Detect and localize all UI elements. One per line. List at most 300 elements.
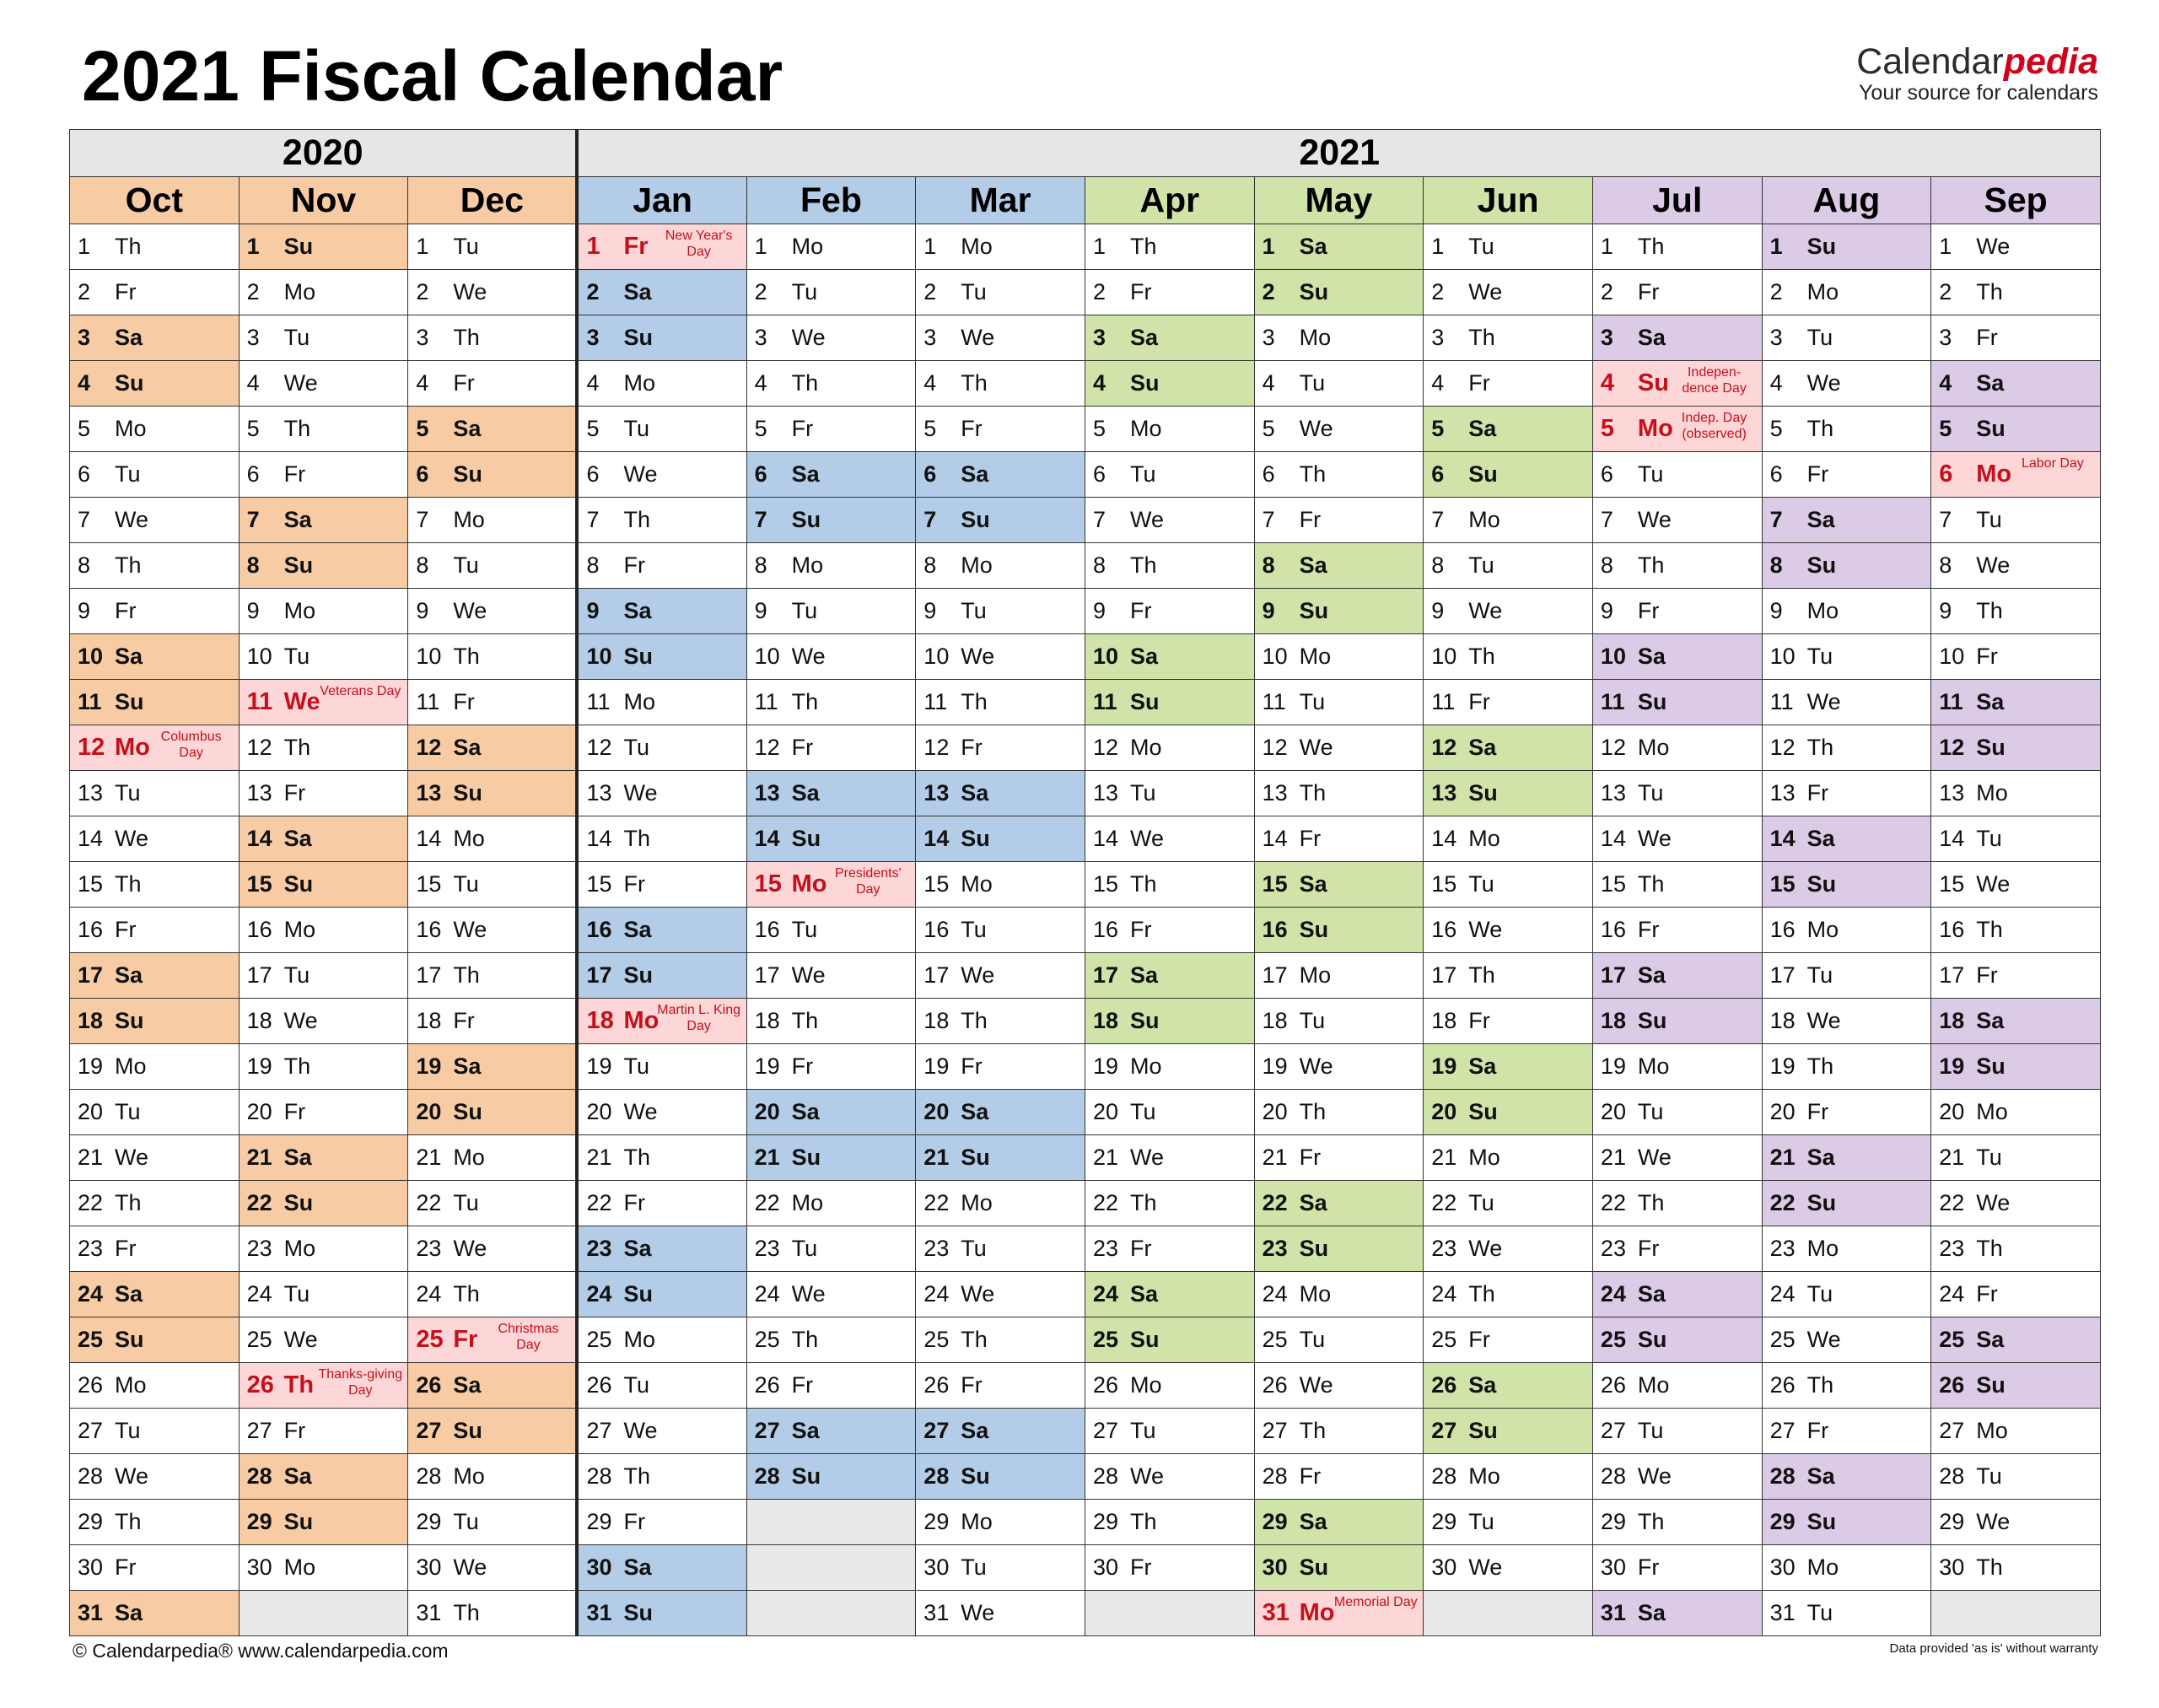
table-row xyxy=(70,361,2101,407)
day-cell-feb-26 xyxy=(746,1363,916,1409)
holiday-name: Indep. Day (observed) xyxy=(1681,411,1747,441)
weekday-abbr: Fr xyxy=(1129,917,1152,942)
day-number: 26 xyxy=(1769,1372,1796,1398)
day-cell-mar-15 xyxy=(916,862,1085,908)
day-number: 10 xyxy=(1600,644,1626,669)
weekday-abbr: Fr xyxy=(1806,1418,1829,1443)
day-cell-jan-8 xyxy=(577,543,746,589)
table-row xyxy=(70,680,2101,725)
day-number: 21 xyxy=(754,1145,780,1170)
weekday-abbr: Th xyxy=(961,689,988,714)
weekday-abbr: Mo xyxy=(453,826,485,851)
footer-copyright: © Calendarpedia® www.calendarpedia.com xyxy=(73,1640,449,1662)
weekday-abbr: Tu xyxy=(1806,1281,1833,1307)
weekday-abbr: Tu xyxy=(1976,1145,2002,1170)
weekday-abbr: Tu xyxy=(1976,826,2002,851)
weekday-abbr: Sa xyxy=(1468,416,1497,441)
day-number: 11 xyxy=(1769,689,1794,714)
day-number: 24 xyxy=(754,1281,780,1307)
day-cell-nov-11 xyxy=(239,680,408,725)
day-cell-sep-28 xyxy=(1931,1454,2101,1500)
day-cell-may-30 xyxy=(1254,1545,1424,1591)
day-cell-sep-10 xyxy=(1931,634,2101,680)
day-cell-nov-4 xyxy=(239,361,408,407)
day-number: 28 xyxy=(1939,1463,1965,1489)
day-number: 26 xyxy=(1939,1372,1965,1398)
day-cell-mar-8 xyxy=(916,543,1085,589)
weekday-abbr: Sa xyxy=(115,644,143,669)
table-row xyxy=(70,999,2101,1044)
day-number: 3 xyxy=(1262,325,1275,350)
day-cell-mar-1 xyxy=(916,224,1085,270)
weekday-abbr: Th xyxy=(453,644,480,669)
weekday-abbr: Th xyxy=(791,370,819,396)
day-cell-apr-1 xyxy=(1085,224,1254,270)
day-number: 5 xyxy=(923,416,937,441)
day-number: 17 xyxy=(586,962,612,988)
day-cell-mar-5 xyxy=(916,407,1085,452)
day-cell-dec-15 xyxy=(408,862,578,908)
day-number: 3 xyxy=(78,325,91,350)
day-cell-jan-23 xyxy=(577,1226,746,1272)
day-cell-oct-20 xyxy=(70,1090,240,1135)
day-cell-dec-26 xyxy=(408,1363,578,1409)
day-number: 28 xyxy=(246,1463,272,1489)
day-cell-mar-31 xyxy=(916,1591,1085,1636)
weekday-abbr: Fr xyxy=(115,598,137,623)
day-cell-mar-21 xyxy=(916,1135,1085,1181)
weekday-abbr: Sa xyxy=(1806,507,1835,532)
table-row xyxy=(70,816,2101,862)
weekday-abbr: We xyxy=(115,1145,149,1170)
day-cell-oct-24 xyxy=(70,1272,240,1317)
day-number: 5 xyxy=(586,416,600,441)
weekday-abbr: Sa xyxy=(1299,552,1327,578)
weekday-abbr: Su xyxy=(1637,369,1669,396)
weekday-abbr: Tu xyxy=(791,279,818,304)
weekday-abbr: Tu xyxy=(1468,234,1494,259)
day-number: 16 xyxy=(416,917,442,942)
day-number: 23 xyxy=(754,1236,780,1261)
weekday-abbr: We xyxy=(791,644,826,669)
table-row xyxy=(70,270,2101,315)
weekday-abbr: Mo xyxy=(1129,735,1162,760)
weekday-abbr: Sa xyxy=(115,1281,143,1307)
day-number: 18 xyxy=(586,1007,614,1034)
day-number: 17 xyxy=(1600,962,1626,988)
weekday-abbr: We xyxy=(1468,1236,1503,1261)
weekday-abbr: Tu xyxy=(453,552,479,578)
day-number: 12 xyxy=(754,735,780,760)
weekday-abbr: Fr xyxy=(1129,598,1152,623)
day-cell-nov-3 xyxy=(239,315,408,361)
day-cell-aug-5 xyxy=(1762,407,1931,452)
day-number: 12 xyxy=(923,735,950,760)
month-header-nov: Nov xyxy=(239,177,408,224)
weekday-abbr: Sa xyxy=(453,735,482,760)
day-cell-jul-7 xyxy=(1592,498,1762,543)
day-number: 24 xyxy=(1600,1281,1626,1307)
day-number: 10 xyxy=(1939,644,1965,669)
weekday-abbr: Th xyxy=(1129,1509,1157,1534)
day-number: 22 xyxy=(1600,1190,1626,1215)
weekday-abbr: Sa xyxy=(961,780,989,806)
weekday-abbr: Su xyxy=(1806,552,1837,578)
day-cell-jun-23 xyxy=(1424,1226,1593,1272)
day-number: 3 xyxy=(1431,325,1445,350)
table-row xyxy=(70,1409,2101,1454)
weekday-abbr: Su xyxy=(791,507,821,532)
weekday-abbr: Sa xyxy=(1976,1008,2005,1033)
weekday-abbr: Fr xyxy=(1637,598,1660,623)
weekday-abbr: Su xyxy=(283,1509,314,1534)
day-number: 23 xyxy=(1600,1236,1626,1261)
day-number: 30 xyxy=(923,1554,950,1580)
weekday-abbr: Sa xyxy=(1129,1281,1158,1307)
weekday-abbr: Fr xyxy=(791,1372,814,1398)
day-cell-aug-18 xyxy=(1762,999,1931,1044)
weekday-abbr: Su xyxy=(623,325,653,350)
day-number: 5 xyxy=(416,416,429,441)
day-number: 23 xyxy=(246,1236,272,1261)
weekday-abbr: Fr xyxy=(623,871,645,897)
weekday-abbr: Tu xyxy=(453,871,479,897)
day-cell-dec-25 xyxy=(408,1317,578,1363)
year-header-2021: 2021 xyxy=(577,130,2100,177)
weekday-abbr: Sa xyxy=(283,507,312,532)
day-cell-feb-19 xyxy=(746,1044,916,1090)
day-number: 1 xyxy=(586,233,600,260)
day-number: 4 xyxy=(1769,370,1783,396)
day-number: 10 xyxy=(586,644,612,669)
day-cell-jul-25 xyxy=(1592,1317,1762,1363)
day-cell-mar-11 xyxy=(916,680,1085,725)
day-cell-nov-28 xyxy=(239,1454,408,1500)
weekday-abbr: Mo xyxy=(1806,598,1839,623)
day-number: 29 xyxy=(1769,1509,1796,1534)
day-number: 5 xyxy=(1939,416,1952,441)
weekday-abbr: Tu xyxy=(1468,1190,1494,1215)
day-cell-nov-10 xyxy=(239,634,408,680)
day-cell-aug-1 xyxy=(1762,224,1931,270)
weekday-abbr: Mo xyxy=(1299,644,1332,669)
weekday-abbr: We xyxy=(115,826,149,851)
weekday-abbr: Su xyxy=(1468,1099,1498,1124)
day-cell-jan-2 xyxy=(577,270,746,315)
day-number: 29 xyxy=(923,1509,950,1534)
weekday-abbr: Fr xyxy=(453,1008,475,1033)
day-number: 10 xyxy=(246,644,272,669)
day-cell-sep-5 xyxy=(1931,407,2101,452)
day-number: 22 xyxy=(1939,1190,1965,1215)
weekday-abbr: Sa xyxy=(453,1372,482,1398)
day-cell-dec-23 xyxy=(408,1226,578,1272)
day-number: 29 xyxy=(586,1509,612,1534)
weekday-abbr: Mo xyxy=(1806,1554,1839,1580)
day-number: 30 xyxy=(1431,1554,1457,1580)
day-cell-nov-7 xyxy=(239,498,408,543)
day-number: 20 xyxy=(246,1099,272,1124)
weekday-abbr: Th xyxy=(1129,552,1157,578)
day-cell-aug-12 xyxy=(1762,725,1931,771)
day-number: 16 xyxy=(586,917,612,942)
weekday-abbr: Th xyxy=(1468,1281,1495,1307)
day-cell-aug-7 xyxy=(1762,498,1931,543)
weekday-abbr: We xyxy=(283,370,318,396)
day-number: 3 xyxy=(1092,325,1106,350)
logo-brand-main: Calendar xyxy=(1856,41,2004,82)
day-number: 8 xyxy=(586,552,600,578)
weekday-abbr: We xyxy=(1976,1190,2011,1215)
weekday-abbr: Th xyxy=(961,1008,988,1033)
weekday-abbr: Sa xyxy=(453,416,482,441)
day-number: 29 xyxy=(1262,1509,1288,1534)
day-cell-feb-13 xyxy=(746,771,916,816)
weekday-abbr: Mo xyxy=(283,1236,316,1261)
weekday-abbr: Mo xyxy=(1976,1099,2008,1124)
weekday-abbr: Su xyxy=(115,689,144,714)
day-cell-apr-16 xyxy=(1085,908,1254,953)
day-cell-nov-12 xyxy=(239,725,408,771)
weekday-abbr: Fr xyxy=(115,917,137,942)
day-number: 13 xyxy=(1431,780,1457,806)
day-number: 14 xyxy=(1939,826,1965,851)
day-cell-dec-9 xyxy=(408,589,578,634)
day-number: 7 xyxy=(754,507,767,532)
day-number: 5 xyxy=(1431,416,1445,441)
weekday-abbr: We xyxy=(1976,234,2011,259)
day-number: 12 xyxy=(1939,735,1965,760)
day-cell-may-28 xyxy=(1254,1454,1424,1500)
weekday-abbr: Th xyxy=(1806,1053,1834,1079)
day-cell-jan-14 xyxy=(577,816,746,862)
weekday-abbr: Sa xyxy=(115,962,143,988)
weekday-abbr: We xyxy=(1976,1509,2011,1534)
day-cell-oct-27 xyxy=(70,1409,240,1454)
day-cell-jul-24 xyxy=(1592,1272,1762,1317)
day-number: 14 xyxy=(78,826,104,851)
day-number: 26 xyxy=(1092,1372,1118,1398)
day-cell-feb-16 xyxy=(746,908,916,953)
day-number: 2 xyxy=(586,279,600,304)
weekday-abbr: We xyxy=(453,1554,487,1580)
weekday-abbr: Fr xyxy=(1806,780,1829,806)
day-cell-jan-18 xyxy=(577,999,746,1044)
weekday-abbr: Mo xyxy=(1637,735,1670,760)
weekday-abbr: We xyxy=(1129,507,1164,532)
day-cell-jan-5 xyxy=(577,407,746,452)
day-number: 8 xyxy=(416,552,429,578)
day-number: 6 xyxy=(78,461,91,487)
day-number: 27 xyxy=(1769,1418,1796,1443)
weekday-abbr: Mo xyxy=(1468,1145,1500,1170)
weekday-abbr: Th xyxy=(283,1053,311,1079)
day-number: 27 xyxy=(923,1418,950,1443)
day-cell-nov-25 xyxy=(239,1317,408,1363)
day-cell-aug-9 xyxy=(1762,589,1931,634)
day-cell-apr-4 xyxy=(1085,361,1254,407)
day-cell-jul-14 xyxy=(1592,816,1762,862)
weekday-abbr: Su xyxy=(1637,1008,1667,1033)
weekday-abbr: Su xyxy=(791,826,821,851)
day-number: 30 xyxy=(1262,1554,1288,1580)
day-cell-sep-11 xyxy=(1931,680,2101,725)
day-number: 31 xyxy=(1262,1599,1289,1626)
table-row xyxy=(70,1500,2101,1545)
day-number: 25 xyxy=(1769,1327,1796,1352)
weekday-abbr: We xyxy=(115,1463,149,1489)
table-row xyxy=(70,1363,2101,1409)
weekday-abbr: Sa xyxy=(1637,962,1666,988)
holiday-name: Christmas Day xyxy=(498,1322,559,1352)
month-header-sep: Sep xyxy=(1931,177,2101,224)
day-number: 7 xyxy=(246,507,260,532)
weekday-abbr: Su xyxy=(1806,871,1837,897)
day-number: 4 xyxy=(1431,370,1445,396)
table-row xyxy=(70,224,2101,270)
day-cell-mar-29 xyxy=(916,1500,1085,1545)
day-number: 18 xyxy=(1262,1008,1288,1033)
day-number: 4 xyxy=(246,370,260,396)
day-cell-oct-12 xyxy=(70,725,240,771)
weekday-abbr: Fr xyxy=(1468,1008,1490,1033)
weekday-abbr: Mo xyxy=(1299,962,1332,988)
day-number: 20 xyxy=(1939,1099,1965,1124)
weekday-abbr: Tu xyxy=(283,1281,310,1307)
day-number: 23 xyxy=(923,1236,950,1261)
day-number: 17 xyxy=(754,962,780,988)
day-number: 26 xyxy=(78,1372,104,1398)
weekday-abbr: Mo xyxy=(115,1372,147,1398)
day-cell-aug-16 xyxy=(1762,908,1931,953)
weekday-abbr: Sa xyxy=(791,461,820,487)
day-cell-nov-19 xyxy=(239,1044,408,1090)
weekday-abbr: Su xyxy=(453,1418,482,1443)
weekday-abbr: Fr xyxy=(1976,644,1998,669)
day-number: 2 xyxy=(416,279,429,304)
day-number: 15 xyxy=(1262,871,1288,897)
calendarpedia-logo[interactable] xyxy=(1856,42,2098,105)
day-number: 8 xyxy=(1600,552,1613,578)
weekday-abbr: Su xyxy=(623,962,653,988)
day-cell-dec-17 xyxy=(408,953,578,999)
weekday-abbr: We xyxy=(453,279,487,304)
day-number: 26 xyxy=(586,1372,612,1398)
weekday-abbr: Sa xyxy=(1976,1327,2005,1352)
day-number: 5 xyxy=(754,416,767,441)
weekday-abbr: Fr xyxy=(1806,1099,1829,1124)
day-number: 21 xyxy=(1431,1145,1457,1170)
day-number: 6 xyxy=(1939,461,1953,488)
day-number: 19 xyxy=(78,1053,104,1079)
fiscal-calendar-grid xyxy=(69,129,2101,1636)
day-number: 9 xyxy=(1769,598,1783,623)
weekday-abbr: We xyxy=(961,1600,995,1625)
day-cell-feb-24 xyxy=(746,1272,916,1317)
weekday-abbr: Tu xyxy=(1976,1463,2002,1489)
weekday-abbr: We xyxy=(1129,1145,1164,1170)
logo-tagline: Your source for calendars xyxy=(1859,81,2098,105)
day-number: 26 xyxy=(246,1371,274,1398)
day-cell-dec-10 xyxy=(408,634,578,680)
month-header-apr: Apr xyxy=(1085,177,1254,224)
day-cell-nov-14 xyxy=(239,816,408,862)
table-row xyxy=(70,452,2101,498)
day-cell-jan-24 xyxy=(577,1272,746,1317)
day-cell-apr-14 xyxy=(1085,816,1254,862)
day-number: 25 xyxy=(754,1327,780,1352)
weekday-abbr: Fr xyxy=(1129,1236,1152,1261)
holiday-name: Thanks-giving Day xyxy=(318,1367,403,1398)
day-number: 7 xyxy=(923,507,937,532)
day-cell-nov-16 xyxy=(239,908,408,953)
day-number: 6 xyxy=(923,461,937,487)
day-number: 24 xyxy=(1262,1281,1288,1307)
weekday-abbr: Su xyxy=(623,1281,653,1307)
day-number: 14 xyxy=(246,826,272,851)
day-number: 21 xyxy=(923,1145,950,1170)
weekday-abbr: Mo xyxy=(1129,1372,1162,1398)
day-cell-aug-17 xyxy=(1762,953,1931,999)
day-number: 1 xyxy=(754,234,767,259)
weekday-abbr: Th xyxy=(791,1327,819,1352)
day-cell-jan-13 xyxy=(577,771,746,816)
day-cell-apr-25 xyxy=(1085,1317,1254,1363)
weekday-abbr: Sa xyxy=(115,1600,143,1625)
day-number: 6 xyxy=(586,461,600,487)
day-cell-apr-10 xyxy=(1085,634,1254,680)
day-number: 26 xyxy=(754,1372,780,1398)
day-number: 31 xyxy=(1600,1600,1626,1625)
day-cell-oct-22 xyxy=(70,1181,240,1226)
day-cell-apr-2 xyxy=(1085,270,1254,315)
day-cell-jun-7 xyxy=(1424,498,1593,543)
holiday-name: New Year's Day xyxy=(665,229,733,259)
day-number: 27 xyxy=(246,1418,272,1443)
day-number: 8 xyxy=(1431,552,1445,578)
day-number: 6 xyxy=(1769,461,1783,487)
day-cell-jul-4 xyxy=(1592,361,1762,407)
empty-day-cell xyxy=(1085,1591,1254,1636)
day-number: 26 xyxy=(1600,1372,1626,1398)
table-row xyxy=(70,1591,2101,1636)
day-number: 24 xyxy=(416,1281,442,1307)
day-number: 11 xyxy=(1092,689,1117,714)
day-cell-may-8 xyxy=(1254,543,1424,589)
day-cell-mar-20 xyxy=(916,1090,1085,1135)
weekday-abbr: Sa xyxy=(1637,1281,1666,1307)
day-number: 9 xyxy=(1431,598,1445,623)
day-number: 23 xyxy=(1939,1236,1965,1261)
day-number: 5 xyxy=(1092,416,1106,441)
day-number: 30 xyxy=(416,1554,442,1580)
day-number: 11 xyxy=(1600,689,1625,714)
day-cell-nov-13 xyxy=(239,771,408,816)
day-cell-may-6 xyxy=(1254,452,1424,498)
day-number: 28 xyxy=(78,1463,104,1489)
weekday-abbr: Su xyxy=(1976,735,2006,760)
day-number: 4 xyxy=(923,370,937,396)
day-number: 25 xyxy=(78,1327,104,1352)
day-number: 13 xyxy=(923,780,950,806)
weekday-abbr: Th xyxy=(453,1600,480,1625)
weekday-abbr: Su xyxy=(1299,598,1329,623)
day-cell-oct-15 xyxy=(70,862,240,908)
day-cell-aug-2 xyxy=(1762,270,1931,315)
day-cell-oct-26 xyxy=(70,1363,240,1409)
weekday-abbr: Fr xyxy=(1129,1554,1152,1580)
weekday-abbr: Th xyxy=(1299,461,1327,487)
